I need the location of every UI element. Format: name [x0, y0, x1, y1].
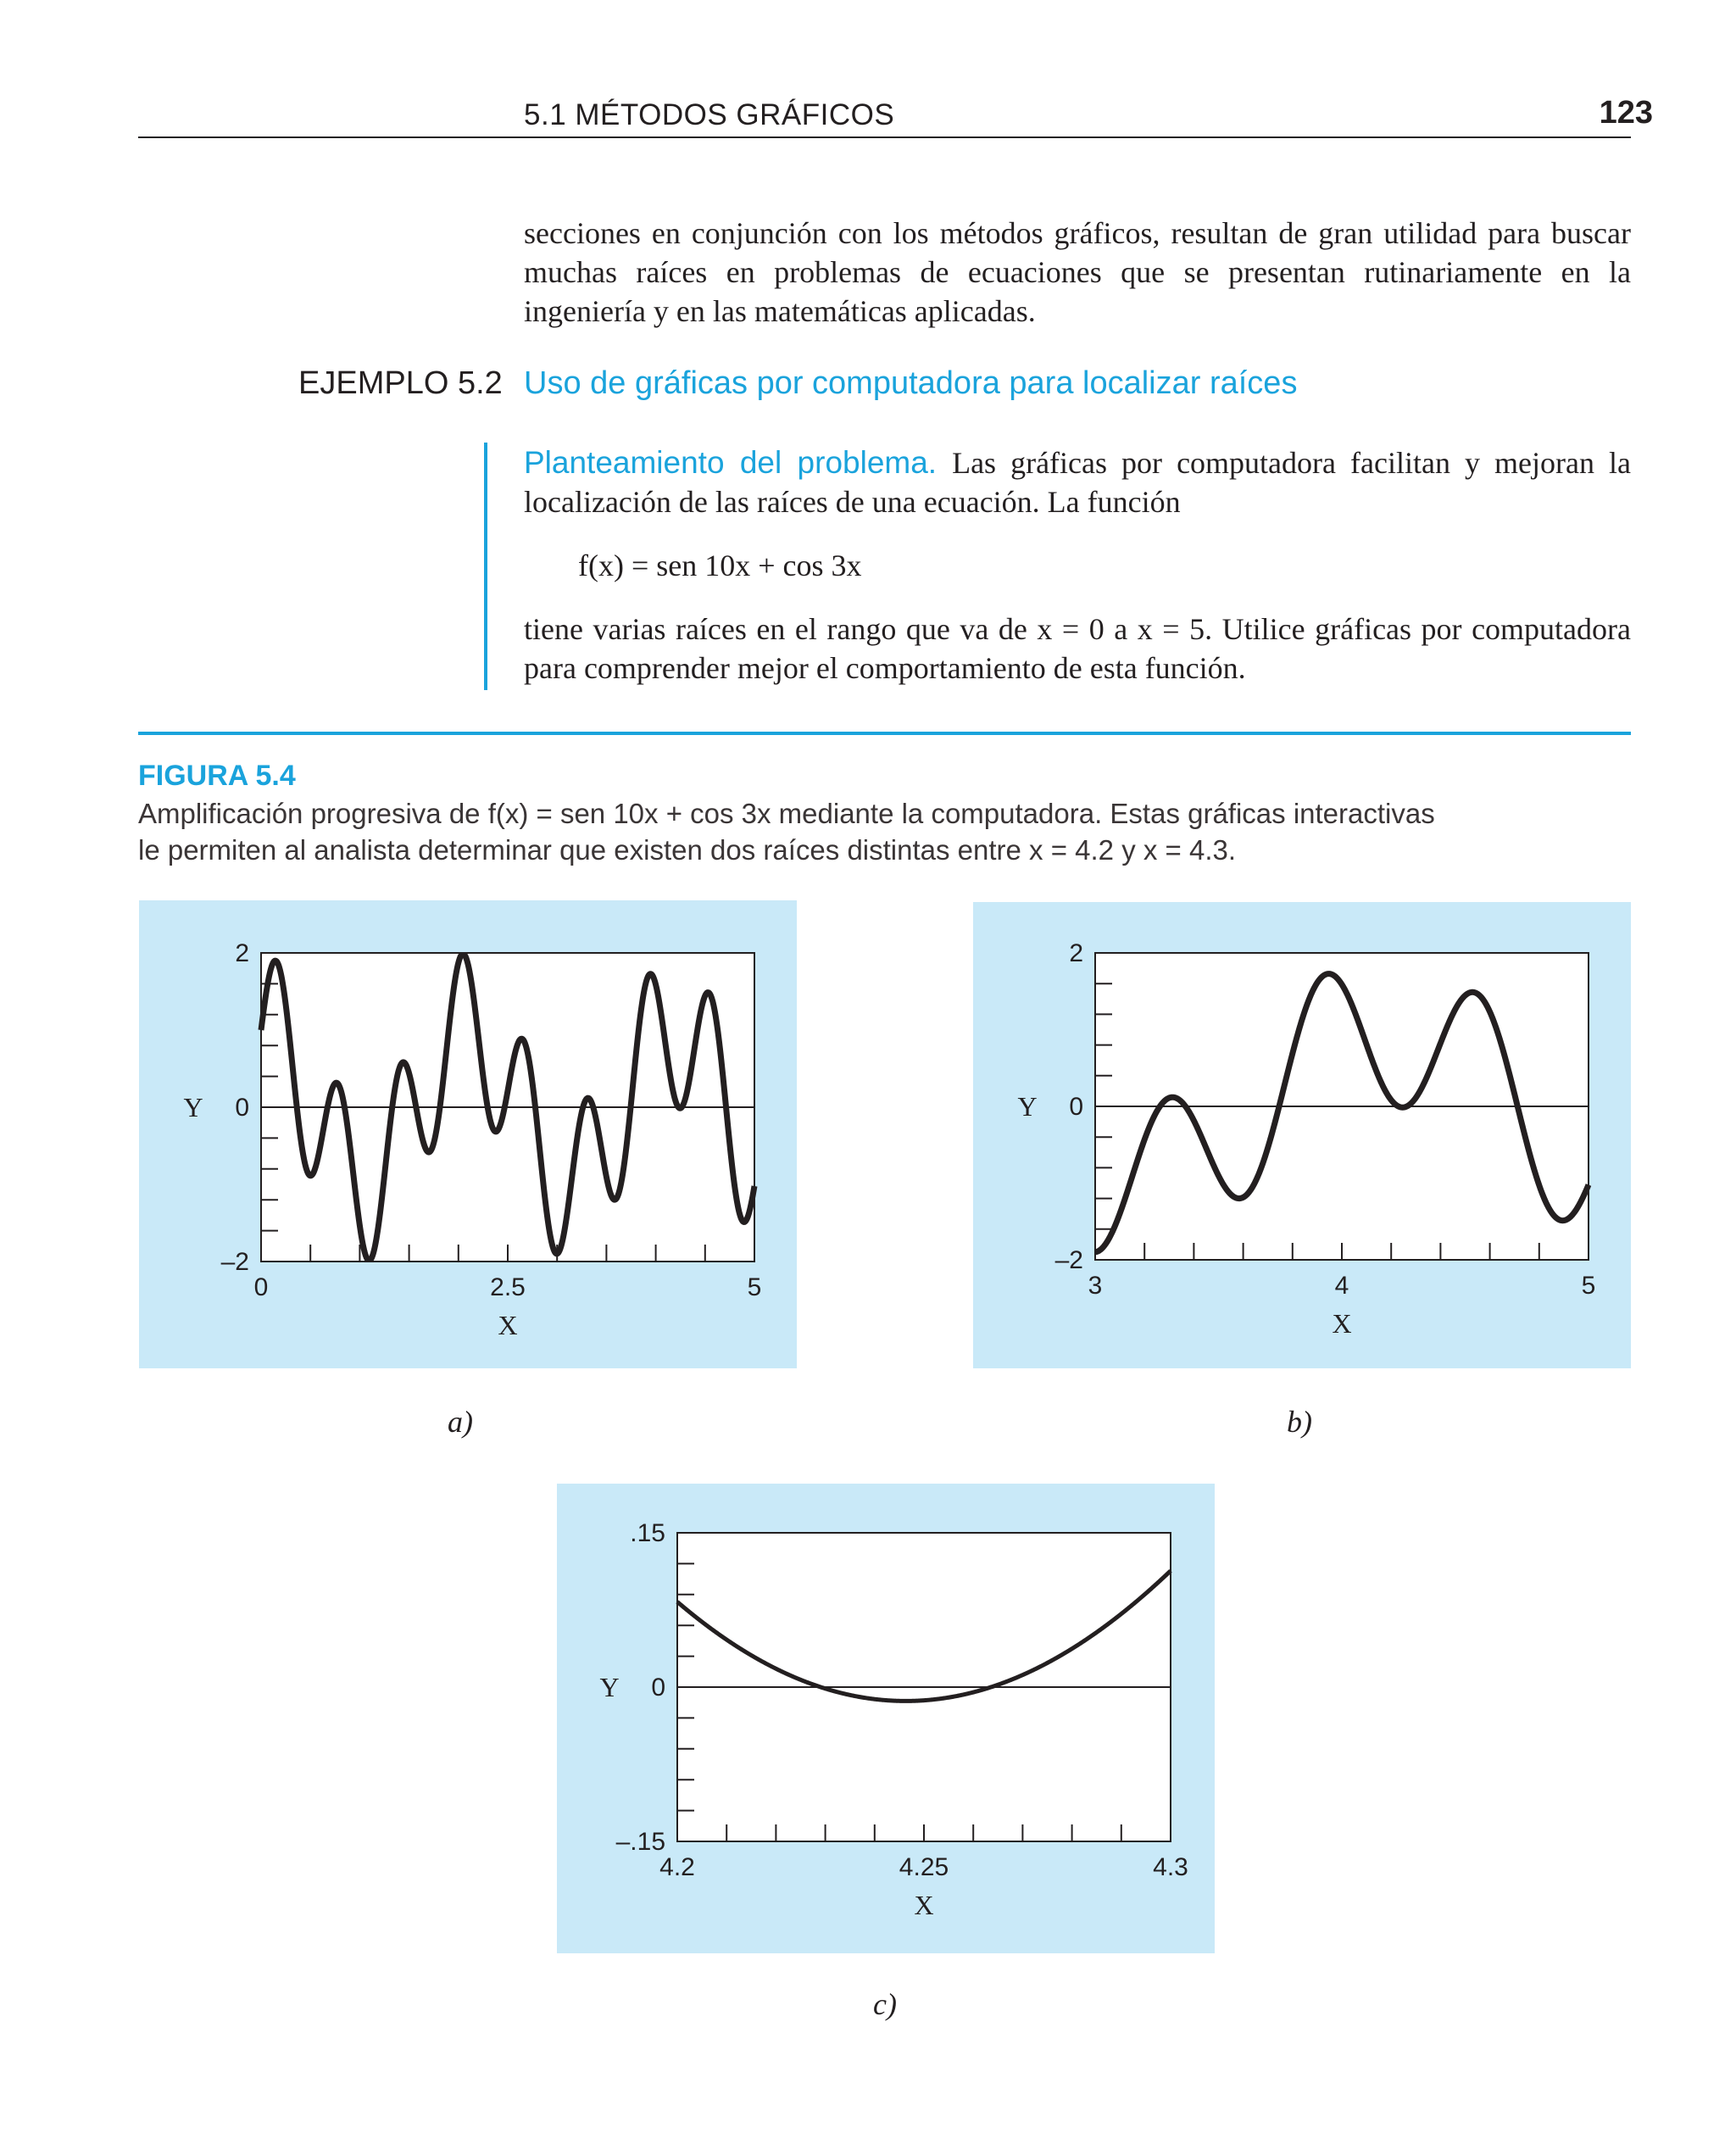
y-tick-label: 0	[235, 1094, 249, 1122]
figure-caption	[138, 795, 1461, 868]
y-tick-label: .15	[630, 1519, 665, 1547]
example-sidebar-bar	[484, 443, 487, 690]
y-tick-label: –2	[1054, 1246, 1083, 1274]
chart-b	[973, 902, 1631, 1368]
equation: f(x) = sen 10x + cos 3x	[578, 549, 862, 582]
example-label: EJEMPLO 5.2	[298, 365, 503, 401]
y-axis-label: Y	[599, 1672, 620, 1702]
y-axis-label: Y	[1017, 1091, 1038, 1122]
problem-text: Las gráficas por computadora facilitan y mejoran la localización de las raíces de una ecuación. La función	[524, 446, 1631, 519]
y-tick-label: –.15	[615, 1828, 665, 1856]
figure-rule	[138, 732, 1631, 735]
panel-label-b: b)	[1287, 1405, 1312, 1439]
x-axis-label: X	[914, 1890, 934, 1920]
example-title: Uso de gráficas por computadora para localizar raíces	[524, 365, 1298, 401]
caption-line-1: Amplificación progresiva de f(x) = sen 10x + cos 3x mediante la computadora. Estas gráficas interactivas	[138, 798, 1435, 829]
chart-c	[557, 1484, 1215, 1953]
chart-panel-a	[139, 900, 797, 1368]
y-tick-label: 0	[651, 1674, 665, 1702]
x-axis-label: X	[498, 1310, 518, 1340]
problem-paragraph-2: tiene varias raíces en el rango que va de x = 0 a x = 5. Utilice gráficas por computadora para comprender mejor el comportamiento de esta función.	[524, 612, 1631, 685]
chart-panel-c	[557, 1484, 1215, 1953]
y-tick-label: 2	[235, 939, 249, 967]
x-tick-label: 4	[1334, 1272, 1349, 1300]
figure-label: FIGURA 5.4	[138, 760, 296, 792]
running-head: 5.1 MÉTODOS GRÁFICOS	[524, 98, 895, 131]
page-number: 123	[1599, 95, 1653, 131]
chart-panel-b	[973, 902, 1631, 1368]
x-tick-label: 0	[253, 1273, 269, 1301]
x-tick-label: 4.3	[1153, 1853, 1188, 1881]
header-rule	[138, 136, 1631, 138]
x-axis-label: X	[1332, 1308, 1352, 1339]
problem-heading: Planteamiento del problema.	[524, 445, 938, 480]
chart-a	[139, 900, 797, 1368]
caption-line-2: le permiten al analista determinar que existen dos raíces distintas entre x = 4.2 y x = 4.3.	[138, 834, 1237, 866]
panel-label-c: c)	[873, 1987, 897, 2021]
x-tick-label: 4.2	[659, 1853, 695, 1881]
panel-label-a: a)	[448, 1405, 473, 1439]
problem-paragraph	[524, 443, 1631, 521]
y-tick-label: –2	[220, 1248, 249, 1276]
intro-paragraph: secciones en conjunción con los métodos gráficos, resultan de gran utilidad para buscar muchas raíces en problemas de ecuaciones que se presentan rutinariamente en la ingeniería y en las matemáticas aplicadas.	[524, 216, 1631, 328]
x-tick-label: 5	[747, 1273, 762, 1301]
x-tick-label: 4.25	[899, 1853, 949, 1881]
x-tick-label: 3	[1088, 1272, 1103, 1300]
x-tick-label: 5	[1581, 1272, 1596, 1300]
x-tick-label: 2.5	[490, 1273, 526, 1301]
y-tick-label: 2	[1069, 939, 1083, 967]
y-axis-label: Y	[183, 1092, 203, 1122]
y-tick-label: 0	[1069, 1093, 1083, 1121]
